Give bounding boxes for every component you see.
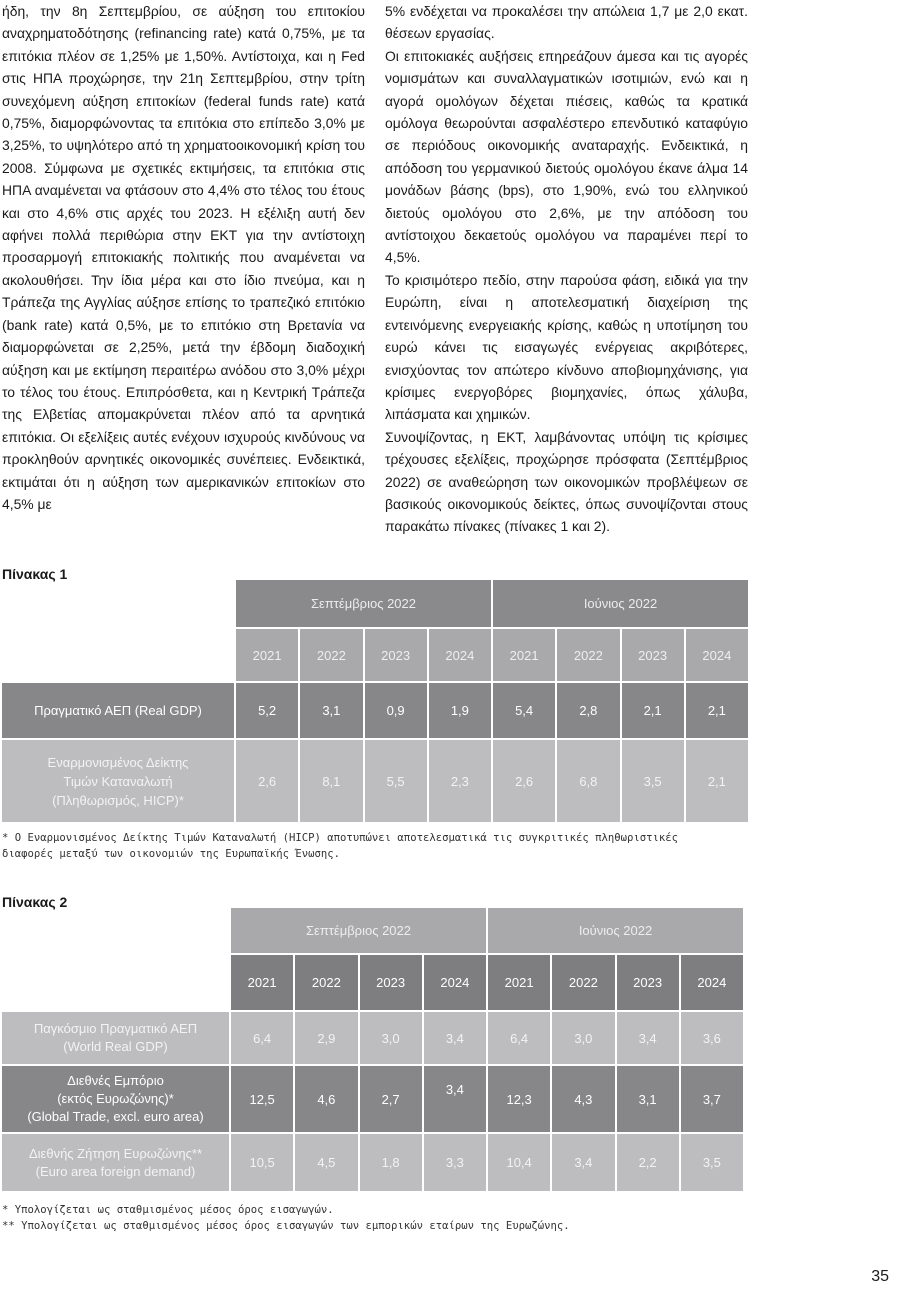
cell-value: 2,8 xyxy=(579,703,598,718)
cell-value: 3,5 xyxy=(643,773,662,789)
cell-value: 2,1 xyxy=(707,703,726,718)
cell-value: 6,4 xyxy=(510,1030,529,1046)
cell-value: 12,5 xyxy=(249,1091,275,1107)
row-label xyxy=(2,1134,229,1191)
table2-group-sep: Σεπτέμβριος 2022 xyxy=(231,908,486,953)
body-paragraph: ήδη, την 8η Σεπτεμβρίου, σε αύξηση του επιτοκίου αναχρηματοδότησης (refinancing rate) κατά 0,75%, με τα επιτόκια πλέον σε 1,25% με 1,50%. Αντίστοιχα, και η Fed στις ΗΠΑ προχώρησε, την 21η Σεπτεμβρίου, στην τρίτη συνεχόμενη αύξηση επιτοκίων (federal funds rate) κατά 0,75%, διαμορφώνοντας τα επιτόκια στο επίπεδο 3,0% με 3,25%, το υψηλότερο από τη χρηματοοικονομική κρίση του 2008. Σύμφωνα με σχετικές εκτιμήσεις, τα επιτόκια στις ΗΠΑ αναμένεται να φτάσουν στο 4,4% στο τέλος του έτους και στο 4,6% στις αρχές του 2023. Η εξέλιξη αυτή δεν αφήνει πολλά περιθώρια στην ΕΚΤ για την αντίστοιχη προσαρμογή επιτοκιακής πολιτικής που αναμένεται να ακολουθήσει. Την ίδια μέρα και στο ίδιο πνεύμα, και η Τράπεζα της Αγγλίας αύξησε επίσης το τραπεζικό επιτόκιο (bank rate) κατά 0,5%, με το επιτόκιο στη Βρετανία να διαμορφώνεται σε 2,25%, μετά την έβδομη διαδοχική αύξηση και με εκτίμηση περαιτέρω ανόδου στο 3,0% μέχρι το τέλος του έτους. Επιπρόσθετα, και η Κεντρική Τράπεζα της Ελβετίας απομακρύνεται πλέον από τα αρνητικά επιτόκια. Οι εξελίξεις αυτές ενέχουν ισχυρούς κινδύνους να προκληθούν αρνητικές οικονομικές συνέπειες. Ενδεικτικά, εκτιμάται ότι η αύξηση των αμερικανικών επιτοκίων στο 4,5% με xyxy=(2,3,365,512)
year-header: 2021 xyxy=(231,955,293,1010)
body-paragraph: 5% ενδέχεται να προκαλέσει την απώλεια 1,7 με 2,0 εκατ. θέσεων εργασίας. xyxy=(385,3,748,42)
cell-value: 2,7 xyxy=(381,1091,400,1107)
year-header: 2023 xyxy=(365,629,427,681)
cell-value: 3,4 xyxy=(445,1030,464,1046)
cell-value: 3,4 xyxy=(445,1082,464,1097)
year-header: 2022 xyxy=(300,629,362,681)
cell-value: 5,2 xyxy=(258,703,277,718)
cell-value: 3,4 xyxy=(574,1155,593,1170)
cell-value: 3,4 xyxy=(638,1030,657,1046)
cell-value: 2,1 xyxy=(643,703,662,718)
page-number: 35 xyxy=(871,1268,889,1285)
row-label xyxy=(2,1012,229,1064)
footnote-line: * Ο Εναρμονισμένος Δείκτης Τιμών Καταναλωτή (HICP) αποτυπώνει αποτελεσματικά τις συγκριτικές πληθωριστικές xyxy=(2,832,679,844)
row-label xyxy=(2,1066,229,1132)
cell-value: 4,3 xyxy=(574,1091,593,1107)
row-label-line: (Euro area foreign demand) xyxy=(35,1163,196,1179)
cell-value: 10,4 xyxy=(506,1155,532,1170)
table-corner xyxy=(2,629,234,681)
row-label xyxy=(2,740,234,822)
table1-group-sep: Σεπτέμβριος 2022 xyxy=(236,580,491,627)
cell-value: 3,7 xyxy=(702,1091,721,1107)
table1-title: Πίνακας 1 xyxy=(2,566,68,582)
year-header: 2023 xyxy=(622,629,684,681)
table2 xyxy=(0,906,745,1193)
table-corner xyxy=(2,955,229,1010)
cell-value: 3,5 xyxy=(702,1155,721,1170)
cell-value: 3,0 xyxy=(574,1030,593,1046)
year-header: 2024 xyxy=(429,629,491,681)
year-header: 2024 xyxy=(424,955,486,1010)
row-label-line: (Πληθωρισμός, HICP)* xyxy=(52,792,184,808)
body-paragraph: Συνοψίζοντας, η ΕΚΤ, λαμβάνοντας υπόψη τις κρίσιμες τρέχουσες εξελίξεις, προχώρησε πρόσφατα (Σεπτέμβριος 2022) σε αναθεώρηση των οικονομικών προβλέψεων σε βασικούς οικονομικούς δείκτες, όπως συνοψίζονται στους παρακάτω πίνακες (πίνακες 1 και 2). xyxy=(385,428,748,535)
table-row xyxy=(2,1012,743,1064)
cell-value: 4,6 xyxy=(317,1091,336,1107)
cell-value: 2,3 xyxy=(450,773,469,789)
body-paragraph: Οι επιτοκιακές αυξήσεις επηρεάζουν άμεσα και τις αγορές νομισμάτων και συναλλαγματικών ισοτιμιών, ενώ και η αγορά ομολόγων δέχεται πιέσεις, καθώς τα κρατικά ομόλογα θεωρούνται ασφαλέστερο επενδυτικό καταφύγιο σε περιόδους οικονομικής αναταραχής. Ενδεικτικά, η απόδοση του γερμανικού διετούς ομολόγου έκανε άλμα 14 μονάδων βάσης (bps), στο 1,90%, ενώ του ελληνικού διετούς ομολόγου στο 2,6%, με την απόδοση του αντίστοιχου δεκαετούς ομολόγου να παραμένει περί το 4,5%. xyxy=(385,47,748,266)
cell-value: 8,1 xyxy=(322,773,341,789)
cell-value: 6,8 xyxy=(579,773,598,789)
year-header: 2022 xyxy=(552,955,614,1010)
row-label-line: Διεθνής Ζήτηση Ευρωζώνης** xyxy=(28,1145,203,1161)
table-corner xyxy=(2,580,234,627)
row-label-line: Εναρμονισμένος Δείκτης xyxy=(47,754,189,770)
table-row xyxy=(2,1066,743,1132)
cell-value: 3,1 xyxy=(322,703,341,718)
body-paragraph: Το κρισιμότερο πεδίο, στην παρούσα φάση, ειδικά για την Ευρώπη, είναι η αποτελεσματική διαχείριση της εντεινόμενης ενεργειακής κρίσης, καθώς η υποτίμηση του ευρώ κάνει τις εισαγωγές ενέργειας ακριβότερες, ενισχύοντας τον απώτερο κίνδυνο αποβιομηχάνισης, για κρίσιμες ενεργοβόρες βιομηχανίες, όπως χάλυβα, λιπάσματα και χημικών. xyxy=(385,271,748,423)
year-header: 2021 xyxy=(493,629,555,681)
year-header: 2022 xyxy=(557,629,619,681)
table-row xyxy=(2,740,748,822)
cell-value: 12,3 xyxy=(506,1091,532,1107)
footnote-line: ** Υπολογίζεται ως σταθμισμένος μέσος όρος εισαγωγών των εμπορικών εταίρων της Ευρωζώνης. xyxy=(2,1220,570,1232)
text-column-right xyxy=(385,0,748,538)
table1-group-jun: Ιούνιος 2022 xyxy=(493,580,748,627)
cell-value: 2,9 xyxy=(317,1030,336,1046)
cell-value: 3,3 xyxy=(445,1155,464,1170)
footnote-line: διαφορές μεταξύ των οικονομιών της Ευρωπαϊκής Ένωσης. xyxy=(2,848,341,860)
cell-value: 2,6 xyxy=(258,773,277,789)
footnote-line: * Υπολογίζεται ως σταθμισμένος μέσος όρος εισαγωγών. xyxy=(2,1204,334,1216)
cell-value: 4,5 xyxy=(317,1155,336,1170)
cell-value: 5,5 xyxy=(386,773,405,789)
year-header: 2023 xyxy=(617,955,679,1010)
year-header: 2024 xyxy=(686,629,748,681)
year-header: 2022 xyxy=(295,955,357,1010)
cell-value: 3,6 xyxy=(702,1030,721,1046)
table2-group-jun: Ιούνιος 2022 xyxy=(488,908,743,953)
cell-value: 1,8 xyxy=(381,1155,400,1170)
row-label-line: (εκτός Ευρωζώνης)* xyxy=(57,1091,174,1106)
year-header: 2021 xyxy=(236,629,298,681)
cell-value: 0,9 xyxy=(386,703,405,718)
text-column-left xyxy=(2,0,365,515)
cell-value: 2,1 xyxy=(707,773,726,789)
row-label-line: Τιμών Καταναλωτή xyxy=(63,773,173,789)
cell-value: 5,4 xyxy=(515,703,534,718)
table-corner xyxy=(2,908,229,953)
cell-value: 1,9 xyxy=(450,703,469,718)
table1 xyxy=(0,578,750,824)
year-header: 2021 xyxy=(488,955,550,1010)
table-row xyxy=(2,683,748,738)
row-label-line: (Global Trade, excl. euro area) xyxy=(27,1109,204,1124)
year-header: 2023 xyxy=(360,955,422,1010)
cell-value: 10,5 xyxy=(249,1155,275,1170)
row-label: Πραγματικό ΑΕΠ (Real GDP) xyxy=(34,703,202,718)
cell-value: 3,1 xyxy=(638,1091,657,1107)
cell-value: 2,6 xyxy=(515,773,534,789)
table2-title: Πίνακας 2 xyxy=(2,894,68,910)
year-header: 2024 xyxy=(681,955,743,1010)
row-label-line: (World Real GDP) xyxy=(63,1039,168,1054)
table2-footnote xyxy=(2,1202,882,1234)
row-label-line: Παγκόσμιο Πραγματικό ΑΕΠ xyxy=(33,1021,198,1036)
cell-value: 2,2 xyxy=(638,1155,657,1170)
table-row xyxy=(2,1134,743,1191)
row-label-line: Διεθνές Εμπόριο xyxy=(67,1073,164,1088)
cell-value: 6,4 xyxy=(253,1030,272,1046)
table1-footnote xyxy=(2,830,882,862)
cell-value: 3,0 xyxy=(381,1030,400,1046)
